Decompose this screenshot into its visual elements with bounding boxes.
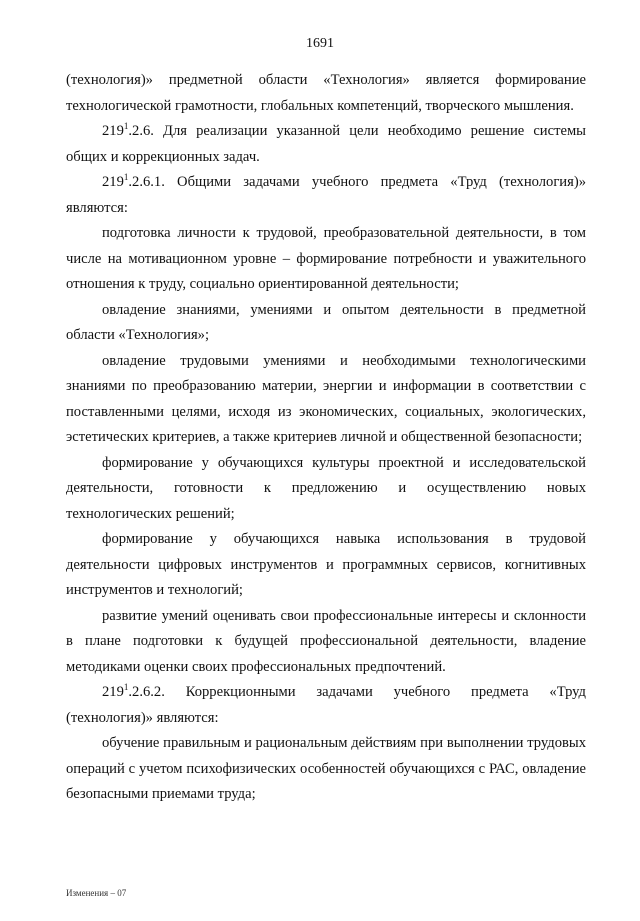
document-body [66, 68, 586, 808]
paragraph-text: обучение правильным и рациональным действиям при выполнении трудовых операций с учетом психофизических особенностей обучающихся с РАС, овладение безопасными приемами труда; [66, 735, 586, 802]
paragraph-text: овладение трудовыми умениями и необходимыми технологическими знаниями по преобразованию материи, энергии и информации в соответствии с поставленными целями, исходя из экономических, социальных, экологических, эстетических критериев, а также критериев личной и общественной безопасности; [66, 352, 586, 445]
paragraph [66, 119, 586, 170]
page-number: 1691 [306, 36, 334, 51]
section-number: 219 [102, 684, 124, 700]
section-number: 219 [102, 123, 124, 139]
paragraph [66, 604, 586, 681]
paragraph-text: формирование у обучающихся навыка использования в трудовой деятельности цифровых инструментов и программных сервисов, когнитивных инструментов и технологий; [66, 531, 586, 598]
paragraph [66, 170, 586, 221]
paragraph [66, 527, 586, 604]
paragraph [66, 221, 586, 298]
paragraph-text: подготовка личности к трудовой, преобразовательной деятельности, в том числе на мотивационном уровне – формирование потребности и уважительного отношения к труду, социально ориентированной деятельности; [66, 225, 586, 292]
paragraph-text: овладение знаниями, умениями и опытом деятельности в предметной области «Технология»; [66, 301, 586, 343]
section-number-superscript: 1 [123, 121, 129, 132]
paragraph-text: развитие умений оценивать свои профессиональные интересы и склонности в плане подготовки к будущей профессиональной деятельности, владение методиками оценки своих профессиональных предпочтений. [66, 607, 586, 675]
paragraph [66, 298, 586, 349]
paragraph-text: (технология)» предметной области «Технология» является формирование технологической грамотности, глобальных компетенций, творческого мышления. [66, 72, 586, 114]
footer-note: Изменения – 07 [66, 888, 127, 898]
paragraph [66, 680, 586, 731]
paragraph [66, 68, 586, 119]
section-number: 219 [102, 174, 124, 190]
paragraph [66, 349, 586, 451]
section-number-superscript: 1 [123, 682, 129, 693]
section-number-superscript: 1 [123, 172, 129, 183]
paragraph [66, 451, 586, 528]
paragraph-text: .2.6. Для реализации указанной цели необходимо решение системы общих и коррекционных задач. [66, 123, 586, 165]
paragraph-text: .2.6.2. Коррекционными задачами учебного предмета «Труд (технология)» являются: [66, 684, 586, 726]
paragraph-text: формирование у обучающихся культуры проектной и исследовательской деятельности, готовности к предложению и осуществлению новых технологических решений; [66, 454, 586, 522]
paragraph [66, 731, 586, 808]
paragraph-text: .2.6.1. Общими задачами учебного предмета «Труд (технология)» являются: [66, 174, 586, 216]
